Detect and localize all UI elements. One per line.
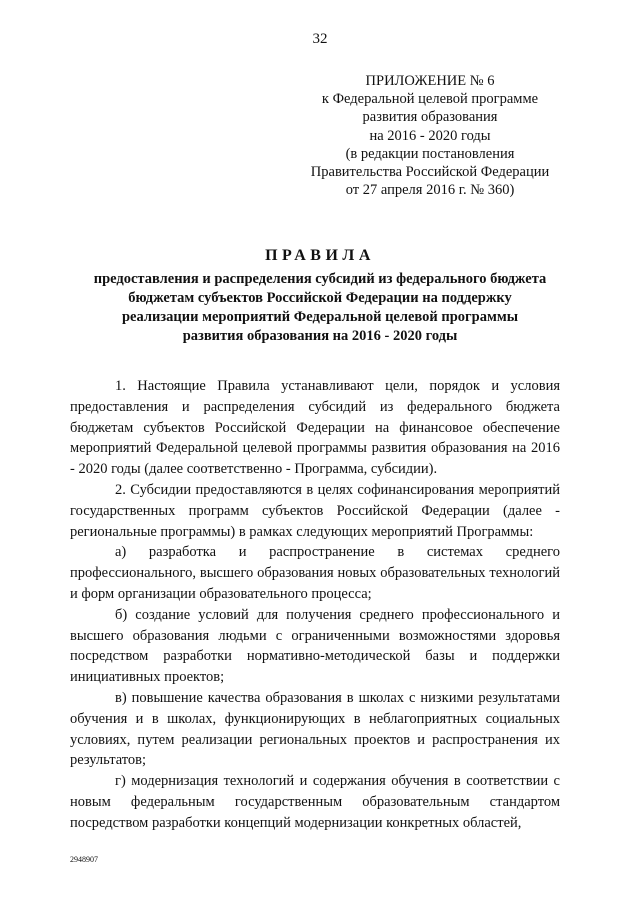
appendix-line: Правительства Российской Федерации [310,164,550,181]
paragraph-2: 2. Субсидии предоставляются в целях софинансирования мероприятий государственных программ субъектов Российской Федерации (далее - региональные программы) в рамках следующих мероприятий Программы: [70,481,560,540]
appendix-line: от 27 апреля 2016 г. № 360) [345,182,515,199]
appendix-line: ПРИЛОЖЕНИЕ № 6 [365,73,495,89]
document-body [70,376,560,834]
appendix-line: (в редакции постановления [345,145,515,162]
subtitle-line: бюджетам субъектов Российской Федерации на поддержку [128,290,512,306]
appendix-line: к Федеральной целевой программе [321,91,539,108]
appendix-header [300,72,560,199]
document-subtitle [60,270,580,346]
appendix-line: на 2016 - 2020 годы [369,127,491,144]
paragraph-item-a: а) разработка и распространение в системах среднего профессионального, высшего образования новых образовательных технологий и форм организации образовательного процесса; [70,544,560,602]
paragraph-item-v: в) повышение качества образования в школах с низкими результатами обучения и в школах, функционирующих в неблагоприятных социальных условиях, путем реализации региональных проектов и распространения их результатов; [70,689,560,769]
subtitle-line: предоставления и распределения субсидий из федерального бюджета [93,271,547,287]
footer-document-code: 2948907 [70,855,98,864]
paragraph-1: 1. Настоящие Правила устанавливают цели, порядок и условия предоставления и распределения субсидий из федерального бюджета бюджетам субъектов Российской Федерации на финансовое обеспечение мероприятий Федеральной целевой программы развития образования на 2016 - 2020 годы (далее соответственно - Программа, субсидии). [70,378,560,478]
subtitle-line: развития образования на 2016 - 2020 годы [182,328,458,344]
paragraph-item-b: б) создание условий для получения среднего профессионального и высшего образования людьми с ограниченными возможностями здоровья посредством разработки нормативно-методической базы и поддержки инициативных проектов; [70,606,560,686]
appendix-line: развития образования [362,109,498,126]
page-number: 32 [312,31,328,47]
paragraph-item-g: г) модернизация технологий и содержания обучения в соответствии с новым федеральным государственным образовательным стандартом посредством разработки концепций модернизации конкретных областей, [70,773,560,831]
subtitle-line: реализации мероприятий Федеральной целевой программы [121,309,519,325]
document-title: ПРАВИЛА [265,247,375,264]
